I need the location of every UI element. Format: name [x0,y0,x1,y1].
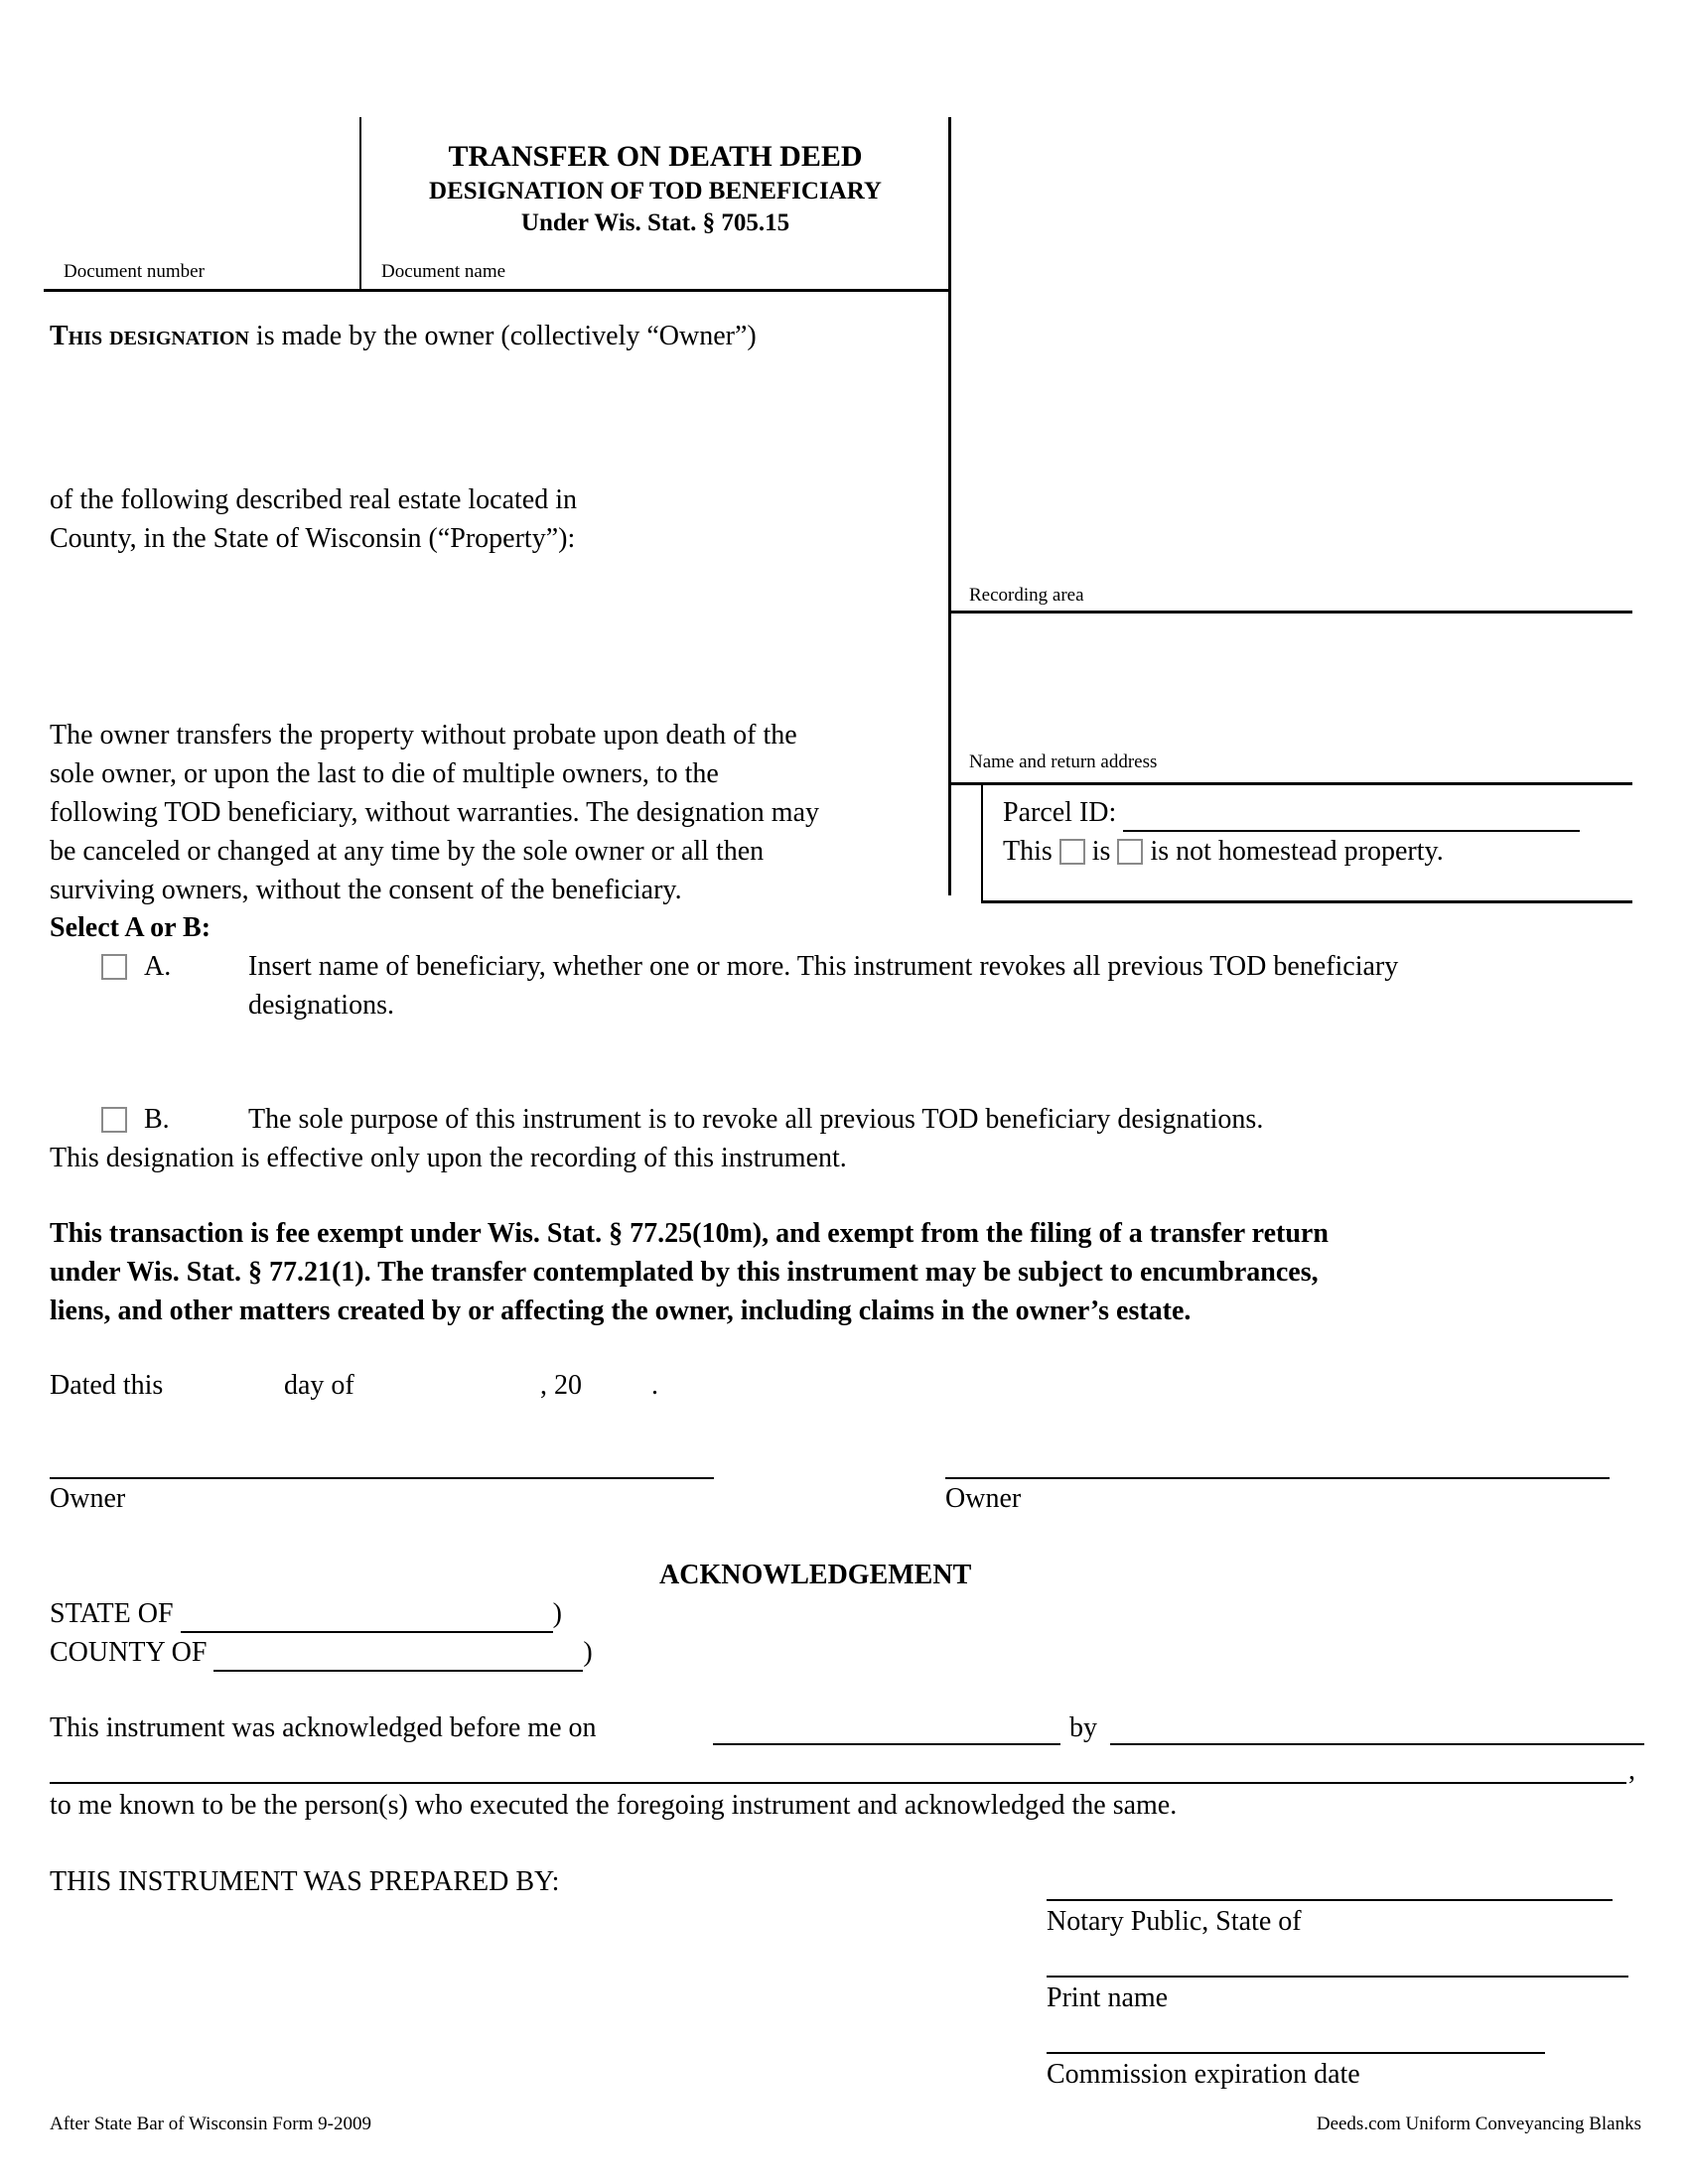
transfer-line-5: surviving owners, without the consent of the beneficiary. [50,875,682,905]
option-b-checkbox[interactable] [101,1107,127,1133]
dated-period: . [651,1370,658,1401]
option-a-letter: A. [144,951,172,982]
option-a-checkbox[interactable] [101,954,127,980]
homestead-row [1003,833,1444,871]
print-name-label: Print name [1047,1982,1169,2013]
footer-right: Deeds.com Uniform Conveyancing Blanks [1316,2114,1641,2134]
acknowledged-date-line[interactable] [713,1743,1060,1745]
day-of: day of [284,1370,354,1401]
select-heading: Select A or B: [50,912,211,943]
parcel-box-left [981,784,983,902]
acknowledged-comma: , [1628,1755,1635,1786]
deed-title: TRANSFER ON DEATH DEED [448,140,863,173]
transfer-line-4: be canceled or changed at any time by the sole owner or all then [50,836,765,867]
homestead-is-not: is not homestead property. [1150,836,1444,867]
return-address-rule [949,782,1632,785]
deed-subtitle: DESIGNATION OF TOD BENEFICIARY [429,178,882,205]
designation-statement [50,318,757,355]
owner-right-label: Owner [945,1483,1022,1514]
acknowledged-by-text: by [1069,1712,1097,1743]
print-name-line[interactable] [1047,1976,1628,1978]
transfer-line-2: sole owner, or upon the last to die of multiple owners, to the [50,758,719,789]
transfer-line-3: following TOD beneficiary, without warranties. The designation may [50,797,820,828]
homestead-is-not-checkbox[interactable] [1117,839,1143,865]
notary-signature-line[interactable] [1047,1899,1613,1901]
header-bottom-rule [44,289,950,292]
county-of-label: COUNTY OF [50,1637,208,1668]
state-of-row [50,1595,562,1633]
owner-right-signature-line[interactable] [945,1477,1610,1479]
year-prefix: , 20 [540,1370,582,1401]
state-of-paren: ) [552,1598,562,1629]
option-b-text: The sole purpose of this instrument is to revoke all previous TOD beneficiary designations. [248,1104,1264,1135]
option-b-row [101,1101,170,1139]
county-of-paren: ) [583,1637,593,1668]
header-divider-vertical-left [359,117,361,290]
known-statement: to me known to be the person(s) who executed the foregoing instrument and acknowledged the same. [50,1790,1178,1821]
option-a-row [101,948,171,986]
property-line-1: of the following described real estate located in [50,484,578,515]
document-number-label: Document number [64,261,205,282]
name-return-address-label: Name and return address [969,751,1158,772]
owner-left-label: Owner [50,1483,126,1514]
parcel-id-label: Parcel ID: [1003,797,1117,828]
homestead-is-checkbox[interactable] [1059,839,1085,865]
option-a-text-2: designations. [248,990,394,1021]
property-line-2: County, in the State of Wisconsin (“Property”): [50,523,576,554]
state-of-field[interactable] [181,1601,553,1633]
homestead-this: This [1003,836,1053,867]
fee-exempt-line-3: liens, and other matters created by or affecting the owner, including claims in the owner’s estate. [50,1296,1192,1326]
notary-public-label: Notary Public, State of [1047,1906,1302,1937]
transfer-line-1: The owner transfers the property without probate upon death of the [50,720,797,751]
fee-exempt-line-1: This transaction is fee exempt under Wis. Stat. § 77.25(10m), and exempt from the filing of a transfer return [50,1218,1329,1249]
owner-left-signature-line[interactable] [50,1477,714,1479]
acknowledgement-heading: ACKNOWLEDGEMENT [659,1560,972,1590]
homestead-is: is [1091,836,1111,867]
acknowledged-names-line[interactable] [50,1782,1626,1784]
county-of-field[interactable] [213,1640,583,1672]
designation-lead: This designation [50,321,249,351]
acknowledged-by-line[interactable] [1110,1743,1644,1745]
state-of-label: STATE OF [50,1598,174,1629]
deed-statute: Under Wis. Stat. § 705.15 [520,209,790,236]
option-a-text-1: Insert name of beneficiary, whether one or more. This instrument revokes all previous TOD beneficiary [248,951,1399,982]
commission-line[interactable] [1047,2052,1545,2054]
footer-left: After State Bar of Wisconsin Form 9-2009 [50,2114,371,2134]
parcel-id-row [1003,794,1580,832]
recording-area-rule [949,611,1632,614]
parcel-id-field[interactable] [1123,800,1580,832]
parcel-box-bottom [981,900,1632,903]
dated-this: Dated this [50,1370,164,1401]
prepared-by-label: THIS INSTRUMENT WAS PREPARED BY: [50,1866,560,1897]
document-name-label: Document name [381,261,506,282]
effective-statement: This designation is effective only upon the recording of this instrument. [50,1143,847,1173]
option-b-letter: B. [144,1104,170,1135]
acknowledged-before-text: This instrument was acknowledged before me on [50,1712,597,1743]
header-divider-vertical-right [948,117,951,895]
designation-rest: is made by the owner (collectively “Owner”) [248,321,757,351]
county-of-row [50,1634,593,1672]
recording-area-label: Recording area [969,585,1084,606]
fee-exempt-line-2: under Wis. Stat. § 77.21(1). The transfer contemplated by this instrument may be subject to encumbrances, [50,1257,1319,1288]
commission-label: Commission expiration date [1047,2059,1360,2090]
